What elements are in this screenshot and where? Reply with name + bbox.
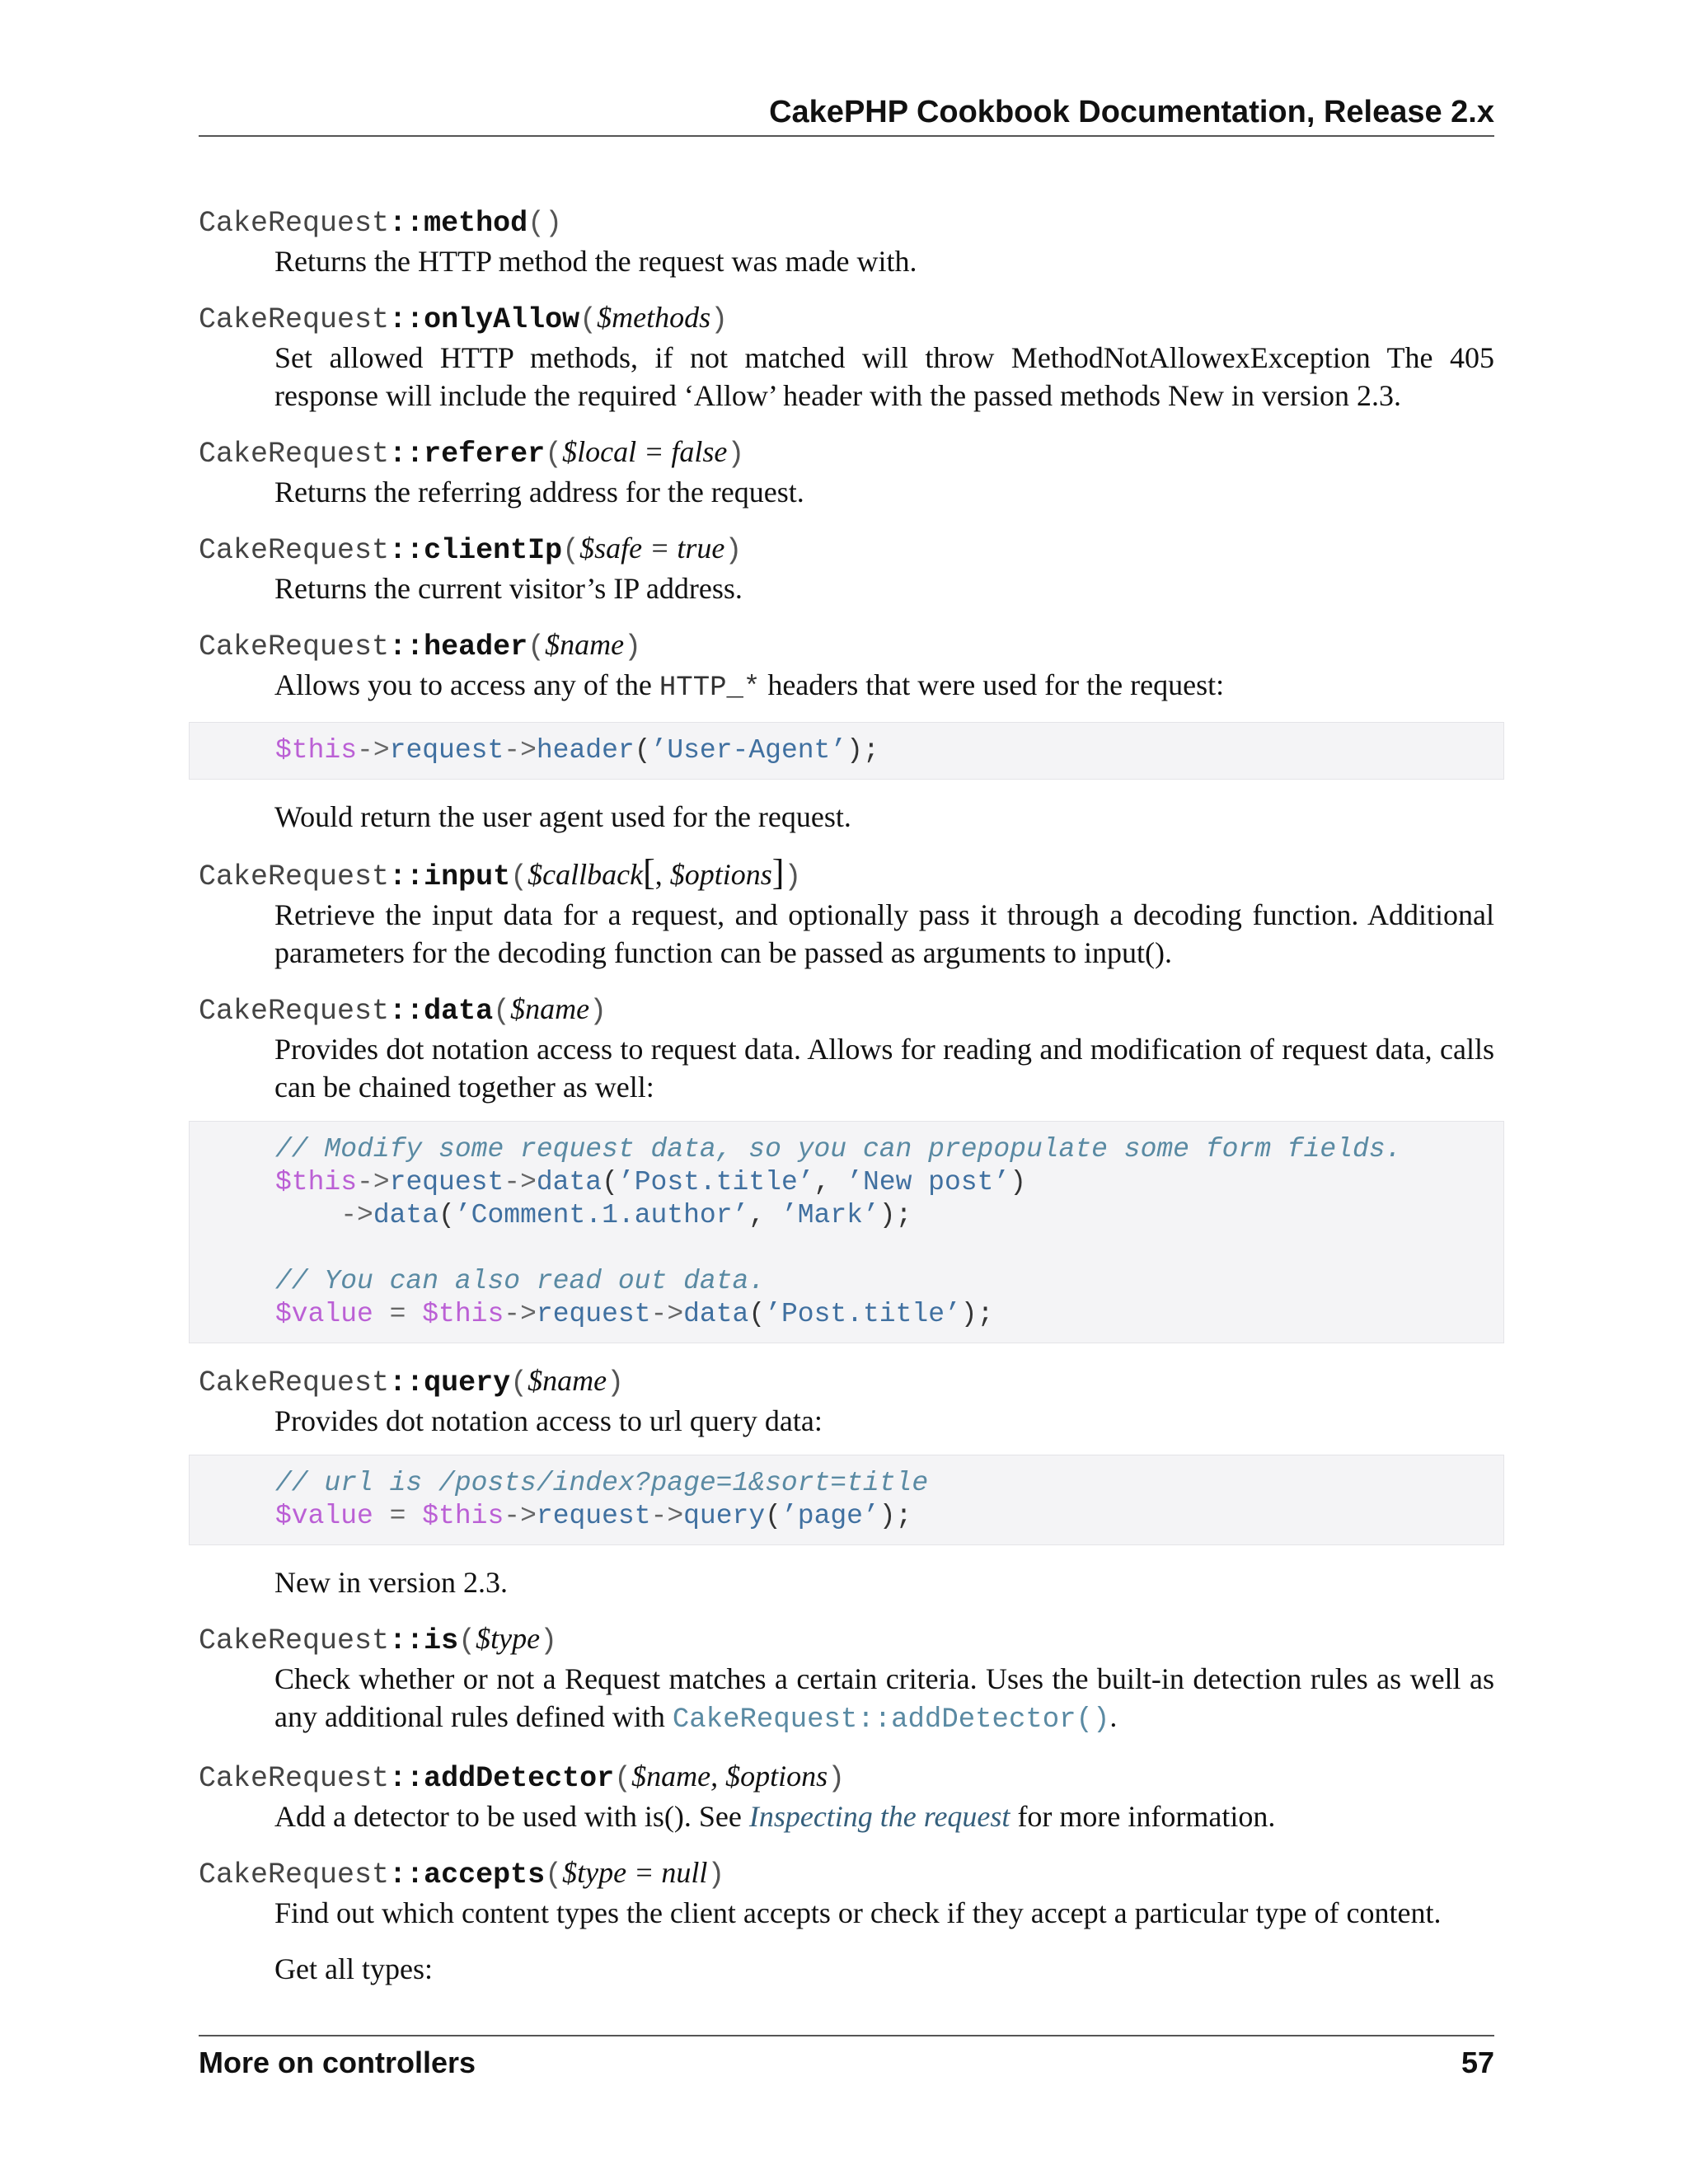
method-description: Returns the referring address for the request. [274,476,804,509]
method-signature: CakeRequest::clientIp($safe = true) [199,532,743,567]
method-signature: CakeRequest::addDetector($name, $options) [199,1760,846,1795]
page-number: 57 [1461,2046,1494,2079]
method-entry-clientip [199,529,1494,607]
code-block-header: $this->request->header(’User-Agent’); [189,722,1504,780]
method-description: Check whether or not a Request matches a certain criteria. Uses the built-in detection rules as well as any additional rules defined with CakeRequest::addDetector(). [274,1662,1494,1736]
method-name: is [424,1624,459,1657]
method-name: onlyAllow [424,303,580,336]
method-description: Find out which content types the client accepts or check if they accept a particular type of content. [274,1896,1442,1929]
method-signature: CakeRequest::onlyAllow($methods) [199,301,729,336]
method-description: Retrieve the input data for a request, and optionally pass it through a decoding function. Additional parameters for the decoding function can be passed as arguments to input(). [274,898,1494,969]
method-entry-onlyallow [199,298,1494,415]
method-entry-referer [199,433,1494,511]
method-entry-header [199,626,1494,836]
method-signature: CakeRequest::data($name) [199,992,607,1028]
method-entry-query [199,1361,1494,1601]
method-entry-adddetector [199,1757,1494,1835]
method-name: data [424,995,494,1028]
method-signature: CakeRequest::is($type) [199,1622,558,1657]
inline-code: HTTP_* [659,673,761,704]
method-entry-is [199,1619,1494,1739]
method-description: Allows you to access any of the HTTP_* headers that were used for the request: [274,668,1225,704]
method-signature: CakeRequest::method() [199,207,563,240]
code-block-data: // Modify some request data, so you can prepopulate some form fields. $this->request->data(’Post.title’, ’New post’) ->data(’Comment.1.author’, ’Mark’); // You can also read out data. $value = $this->request->data(’Post.title’); [189,1121,1504,1343]
running-header: CakePHP Cookbook Documentation, Release 2.x [199,92,1494,137]
method-description: Add a detector to be used with is(). See Inspecting the request for more information. [274,1800,1276,1833]
method-entry-data [199,990,1494,1343]
method-entry-accepts [199,1854,1494,1988]
method-name: addDetector [424,1762,615,1795]
method-signature: CakeRequest::header($name) [199,628,642,663]
method-name: accepts [424,1858,546,1891]
method-entry-method [199,202,1494,280]
code-block-query: // url is /posts/index?page=1&sort=title $value = $this->request->query(’page’); [189,1455,1504,1545]
method-note: New in version 2.3. [274,1566,508,1599]
method-name: clientIp [424,534,563,567]
document-page [199,0,1494,2184]
method-name: input [424,860,511,893]
footer-section-title: More on controllers [199,2046,476,2079]
method-note: Would return the user agent used for the request. [274,800,851,833]
method-entry-input [199,854,1494,972]
method-signature: CakeRequest::referer($local = false) [199,435,745,471]
method-description: Provides dot notation access to request data. Allows for reading and modification of request data, calls can be chained together as well: [274,1033,1494,1104]
method-description: Set allowed HTTP methods, if not matched will throw MethodNotAllowexException The 405 response will include the required ‘Allow’ header with the passed methods New in version 2.3. [274,341,1494,412]
method-description: Returns the current visitor’s IP address. [274,572,743,605]
method-name: query [424,1366,511,1399]
method-description: Returns the HTTP method the request was made with. [274,245,917,278]
method-name: method [424,207,528,240]
cross-reference-link[interactable]: CakeRequest::addDetector() [672,1704,1110,1736]
method-name: referer [424,438,546,471]
method-signature: CakeRequest::input($callback[, $options]) [199,852,802,893]
method-description: Provides dot notation access to url query data: [274,1404,823,1437]
method-signature: CakeRequest::accepts($type = null) [199,1856,725,1891]
inspecting-request-link[interactable]: Inspecting the request [748,1800,1010,1833]
method-name: header [424,630,528,663]
method-signature: CakeRequest::query($name) [199,1364,625,1399]
running-footer [199,2035,1494,2086]
api-method-list [199,202,1494,2006]
method-note: Get all types: [274,1952,433,1985]
